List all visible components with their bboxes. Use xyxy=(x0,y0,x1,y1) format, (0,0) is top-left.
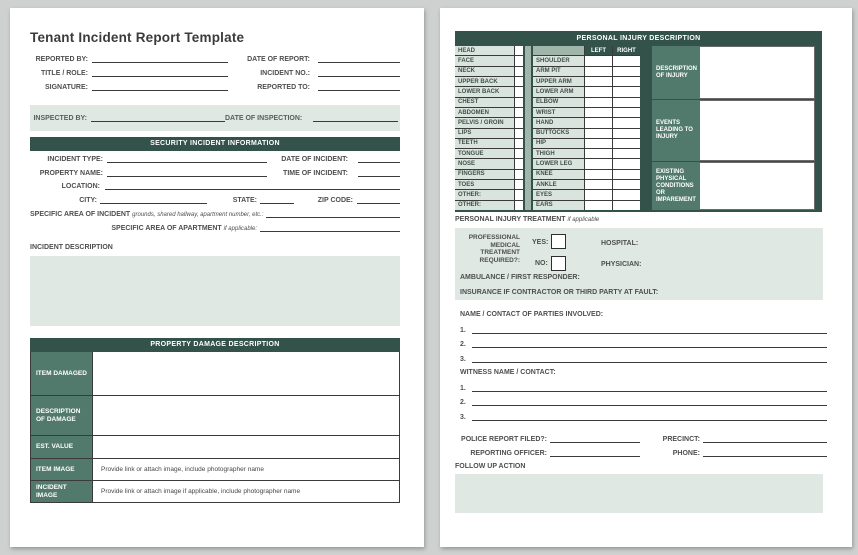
damage-row-value[interactable] xyxy=(93,352,399,395)
incident-description-box[interactable] xyxy=(30,256,400,326)
yes-checkbox[interactable] xyxy=(551,234,566,249)
time-of-incident-field[interactable] xyxy=(358,167,400,177)
follow-up-box[interactable] xyxy=(455,474,823,513)
right-checkbox[interactable] xyxy=(613,67,640,76)
left-checkbox[interactable] xyxy=(585,56,612,65)
left-page xyxy=(10,8,424,547)
column-separator xyxy=(525,46,531,210)
reported-by-field[interactable] xyxy=(92,53,228,63)
ambulance-label: AMBULANCE / FIRST RESPONDER: xyxy=(460,274,580,281)
specific-area-apartment-text: SPECIFIC AREA OF APARTMENT xyxy=(111,225,222,232)
specific-area-apartment-label xyxy=(30,225,257,232)
specific-area-apartment-note: if applicable: xyxy=(223,226,257,232)
witness-rows xyxy=(460,377,827,421)
body-part-label: BUTTOCKS xyxy=(533,129,584,138)
events-leading-block xyxy=(652,100,815,161)
security-row-2 xyxy=(30,165,400,177)
body-part-label: PELVIS / GROIN xyxy=(455,118,514,127)
row-number: 3. xyxy=(460,355,466,363)
body-part-label: FINGERS xyxy=(455,170,514,179)
table-row xyxy=(31,458,399,480)
time-of-incident-label: TIME OF INCIDENT: xyxy=(283,170,348,177)
body-part-checkbox[interactable] xyxy=(515,149,523,158)
no-checkbox[interactable] xyxy=(551,256,566,271)
body-part-label: SHOULDER xyxy=(533,56,584,65)
property-damage-table xyxy=(30,338,400,503)
body-part-checkbox[interactable] xyxy=(515,118,523,127)
security-row-3 xyxy=(30,178,400,190)
body-part-label: KNEE xyxy=(533,170,584,179)
yes-label: YES: xyxy=(532,239,549,246)
damage-row-value[interactable]: Provide link or attach image if applicable, include photographer name xyxy=(93,481,399,502)
treatment-title xyxy=(455,216,599,223)
existing-conditions-label: EXISTING PHYSICAL CONDITIONS OR IMPAREMENT xyxy=(652,162,700,210)
property-damage-header: PROPERTY DAMAGE DESCRIPTION xyxy=(30,338,400,352)
body-part-label: LIPS xyxy=(455,129,514,138)
damage-row-label: ITEM DAMAGED xyxy=(31,352,93,395)
body-part-label: OTHER: xyxy=(455,190,514,199)
witness-field[interactable] xyxy=(472,396,827,406)
follow-up-label: FOLLOW UP ACTION xyxy=(455,463,526,470)
property-name-label: PROPERTY NAME: xyxy=(39,170,103,177)
witness-field[interactable] xyxy=(472,411,827,421)
body-part-label: HIP xyxy=(533,139,584,148)
body-part-checkbox[interactable] xyxy=(515,77,523,86)
reporting-officer-field[interactable] xyxy=(550,447,640,457)
body-part-checkbox[interactable] xyxy=(515,170,523,179)
reported-to-label: REPORTED TO: xyxy=(257,84,310,91)
right-checkbox[interactable] xyxy=(613,180,640,189)
city-field[interactable] xyxy=(100,194,207,204)
parties-title: NAME / CONTACT OF PARTIES INVOLVED: xyxy=(460,311,604,318)
personal-injury-header: PERSONAL INJURY DESCRIPTION xyxy=(455,31,822,46)
left-checkbox[interactable] xyxy=(585,159,612,168)
phone-field[interactable] xyxy=(703,447,827,457)
title-role-field[interactable] xyxy=(92,67,228,77)
body-part-label: HEAD xyxy=(455,46,514,55)
row-number: 2. xyxy=(460,399,466,406)
treatment-title-text: PERSONAL INJURY TREATMENT xyxy=(455,216,566,223)
body-part-label: UPPER BACK xyxy=(455,77,514,86)
left-checkbox[interactable] xyxy=(585,149,612,158)
security-section-header: SECURITY INCIDENT INFORMATION xyxy=(30,137,400,151)
specific-area-incident-label xyxy=(30,211,263,218)
body-part-checkbox[interactable] xyxy=(515,129,523,138)
right-checkbox[interactable] xyxy=(613,118,640,127)
right-checkbox[interactable] xyxy=(613,56,640,65)
personal-injury-table xyxy=(455,31,822,212)
left-checkbox[interactable] xyxy=(585,87,612,96)
no-label: NO: xyxy=(535,260,548,267)
hospital-label: HOSPITAL: xyxy=(601,240,639,247)
body-part-checkbox[interactable] xyxy=(515,159,523,168)
party-row xyxy=(460,334,827,349)
date-of-inspection-field[interactable] xyxy=(313,112,398,122)
events-leading-area[interactable] xyxy=(700,100,815,161)
body-part-label: UPPER ARM xyxy=(533,77,584,86)
right-checkbox[interactable] xyxy=(613,159,640,168)
existing-conditions-area[interactable] xyxy=(700,162,815,210)
incident-type-field[interactable] xyxy=(107,153,267,163)
report-row-3 xyxy=(30,79,400,91)
incident-description-label: INCIDENT DESCRIPTION xyxy=(30,244,113,251)
party-field[interactable] xyxy=(472,353,827,363)
reported-by-label: REPORTED BY: xyxy=(35,56,88,63)
body-part-checkbox[interactable] xyxy=(515,108,523,117)
reporting-officer-label: REPORTING OFFICER: xyxy=(470,450,547,457)
left-checkbox[interactable] xyxy=(585,180,612,189)
property-damage-rows xyxy=(30,352,400,503)
body-part-label: FACE xyxy=(455,56,514,65)
police-row-2 xyxy=(460,445,827,457)
signature-field[interactable] xyxy=(92,81,228,91)
body-part-checkbox[interactable] xyxy=(515,98,523,107)
specific-area-incident-note: grounds, shared hallway, apartment number, etc.: xyxy=(132,212,264,218)
injury-detail-column xyxy=(652,46,815,210)
right-checkbox[interactable] xyxy=(613,87,640,96)
physician-label: PHYSICIAN: xyxy=(601,261,642,268)
body-part-checkbox[interactable] xyxy=(515,46,523,55)
body-part-label: TEETH xyxy=(455,139,514,148)
reported-to-field[interactable] xyxy=(318,81,400,91)
security-row-1 xyxy=(30,151,400,163)
personal-injury-body xyxy=(455,46,822,212)
incident-type-label: INCIDENT TYPE: xyxy=(47,156,103,163)
body-part-label: ANKLE xyxy=(533,180,584,189)
treatment-title-note: if applicable xyxy=(567,217,600,223)
signature-label: SIGNATURE: xyxy=(44,84,88,91)
body-part-label: TOES xyxy=(455,180,514,189)
security-row-4 xyxy=(30,192,400,204)
witness-field[interactable] xyxy=(472,382,827,392)
left-checkbox[interactable] xyxy=(585,201,612,210)
party-row xyxy=(460,348,827,363)
body-part-checkbox[interactable] xyxy=(515,139,523,148)
row-number: 2. xyxy=(460,341,466,348)
incident-no-label: INCIDENT NO.: xyxy=(260,70,310,77)
state-label: STATE: xyxy=(232,197,257,204)
description-of-injury-area[interactable] xyxy=(700,46,815,99)
inspected-by-label: INSPECTED BY: xyxy=(33,115,87,122)
right-checkbox[interactable] xyxy=(613,190,640,199)
left-checkbox[interactable] xyxy=(585,98,612,107)
body-part-label: TONGUE xyxy=(455,149,514,158)
right-checkbox[interactable] xyxy=(613,77,640,86)
police-report-filed-field[interactable] xyxy=(550,433,640,443)
date-of-report-field[interactable] xyxy=(318,53,400,63)
damage-row-value[interactable]: Provide link or attach image, include photographer name xyxy=(93,459,399,480)
table-row xyxy=(31,435,399,458)
description-of-injury-label: DESCRIPTION OF INJURY xyxy=(652,46,700,99)
left-checkbox[interactable] xyxy=(585,118,612,127)
right-page xyxy=(440,8,852,547)
body-part-checkbox[interactable] xyxy=(515,180,523,189)
damage-row-value[interactable] xyxy=(93,396,399,435)
right-checkbox[interactable] xyxy=(613,108,640,117)
body-part-label: NECK xyxy=(455,67,514,76)
party-row xyxy=(460,319,827,334)
parties-rows xyxy=(460,319,827,363)
body-part-checkbox[interactable] xyxy=(515,201,523,210)
date-of-inspection-label: DATE OF INSPECTION: xyxy=(225,115,303,122)
left-checkbox[interactable] xyxy=(585,129,612,138)
specific-area-incident-text: SPECIFIC AREA OF INCIDENT xyxy=(30,211,131,218)
body-part-label: HAND xyxy=(533,118,584,127)
left-checkbox[interactable] xyxy=(585,77,612,86)
body-part-checkbox[interactable] xyxy=(515,190,523,199)
witness-title: WITNESS NAME / CONTACT: xyxy=(460,369,556,376)
state-field[interactable] xyxy=(260,194,294,204)
report-row-1 xyxy=(30,51,400,63)
insurance-label: INSURANCE IF CONTRACTOR OR THIRD PARTY AT FAULT: xyxy=(460,289,659,296)
body-part-label: CHEST xyxy=(455,98,514,107)
body-part-label: EYES xyxy=(533,190,584,199)
right-checkbox[interactable] xyxy=(613,170,640,179)
body-part-label: LOWER BACK xyxy=(455,87,514,96)
right-checkbox[interactable] xyxy=(613,129,640,138)
witness-row xyxy=(460,377,827,392)
row-number: 1. xyxy=(460,326,466,334)
witness-row xyxy=(460,392,827,407)
table-row xyxy=(31,480,399,502)
phone-label: PHONE: xyxy=(672,450,700,457)
body-part-checkbox[interactable] xyxy=(515,67,523,76)
left-checkbox[interactable] xyxy=(585,190,612,199)
body-part-label: ABDOMEN xyxy=(455,108,514,117)
body-parts-column-2 xyxy=(533,46,640,210)
date-of-report-label: DATE OF REPORT: xyxy=(247,56,310,63)
property-name-field[interactable] xyxy=(107,167,267,177)
body-part-label: ARM PIT xyxy=(533,67,584,76)
damage-row-label: INCIDENT IMAGE xyxy=(31,481,93,502)
damage-row-label: EST. VALUE xyxy=(31,436,93,458)
body-part-label: OTHER: xyxy=(455,201,514,210)
left-column-header: LEFT xyxy=(585,46,612,55)
police-row-1 xyxy=(460,431,827,443)
security-row-5 xyxy=(30,206,400,218)
page-title: Tenant Incident Report Template xyxy=(30,30,245,45)
police-report-filed-label: POLICE REPORT FILED?: xyxy=(461,436,547,443)
left-checkbox[interactable] xyxy=(585,170,612,179)
body-part-label: WRIST xyxy=(533,108,584,117)
left-checkbox[interactable] xyxy=(585,139,612,148)
damage-row-label: DESCRIPTION OF DAMAGE xyxy=(31,396,93,435)
body-parts-column-1 xyxy=(455,46,523,210)
left-checkbox[interactable] xyxy=(585,108,612,117)
damage-row-value[interactable] xyxy=(93,436,399,458)
zip-code-field[interactable] xyxy=(357,194,400,204)
inspected-by-field[interactable] xyxy=(91,112,225,122)
inspection-row xyxy=(30,110,400,122)
row-number: 1. xyxy=(460,384,466,392)
witness-row xyxy=(460,406,827,421)
zip-code-label: ZIP CODE: xyxy=(317,197,353,204)
empty-header-cell xyxy=(533,46,584,55)
body-part-label: ELBOW xyxy=(533,98,584,107)
location-label: LOCATION: xyxy=(61,183,100,190)
precinct-field[interactable] xyxy=(703,433,827,443)
date-of-incident-label: DATE OF INCIDENT: xyxy=(281,156,348,163)
security-row-6 xyxy=(30,220,400,232)
right-column-header: RIGHT xyxy=(613,46,640,55)
damage-row-label: ITEM IMAGE xyxy=(31,459,93,480)
left-checkbox[interactable] xyxy=(585,67,612,76)
city-label: CITY: xyxy=(79,197,97,204)
incident-no-field[interactable] xyxy=(318,67,400,77)
precinct-label: PRECINCT: xyxy=(662,436,700,443)
right-checkbox[interactable] xyxy=(613,139,640,148)
table-row xyxy=(31,352,399,395)
body-part-label: LOWER ARM xyxy=(533,87,584,96)
body-part-label: LOWER LEG xyxy=(533,159,584,168)
treatment-question-label: PROFESSIONAL MEDICAL TREATMENT REQUIRED?: xyxy=(468,234,520,264)
party-field[interactable] xyxy=(472,324,827,334)
events-leading-label: EVENTS LEADING TO INJURY xyxy=(652,100,700,161)
body-part-label: EARS xyxy=(533,201,584,210)
date-of-incident-field[interactable] xyxy=(358,153,400,163)
specific-area-apartment-field[interactable] xyxy=(260,222,400,232)
body-part-label: NOSE xyxy=(455,159,514,168)
body-part-label: THIGH xyxy=(533,149,584,158)
location-field[interactable] xyxy=(105,180,400,190)
description-of-injury-block xyxy=(652,46,815,99)
table-row xyxy=(31,395,399,435)
right-checkbox[interactable] xyxy=(613,201,640,210)
right-checkbox[interactable] xyxy=(613,98,640,107)
row-number: 3. xyxy=(460,413,466,421)
body-part-checkbox[interactable] xyxy=(515,87,523,96)
existing-conditions-block xyxy=(652,162,815,210)
party-field[interactable] xyxy=(472,338,827,348)
report-row-2 xyxy=(30,65,400,77)
title-role-label: TITLE / ROLE: xyxy=(40,70,88,77)
body-part-checkbox[interactable] xyxy=(515,56,523,65)
specific-area-incident-field[interactable] xyxy=(266,208,400,218)
right-checkbox[interactable] xyxy=(613,149,640,158)
